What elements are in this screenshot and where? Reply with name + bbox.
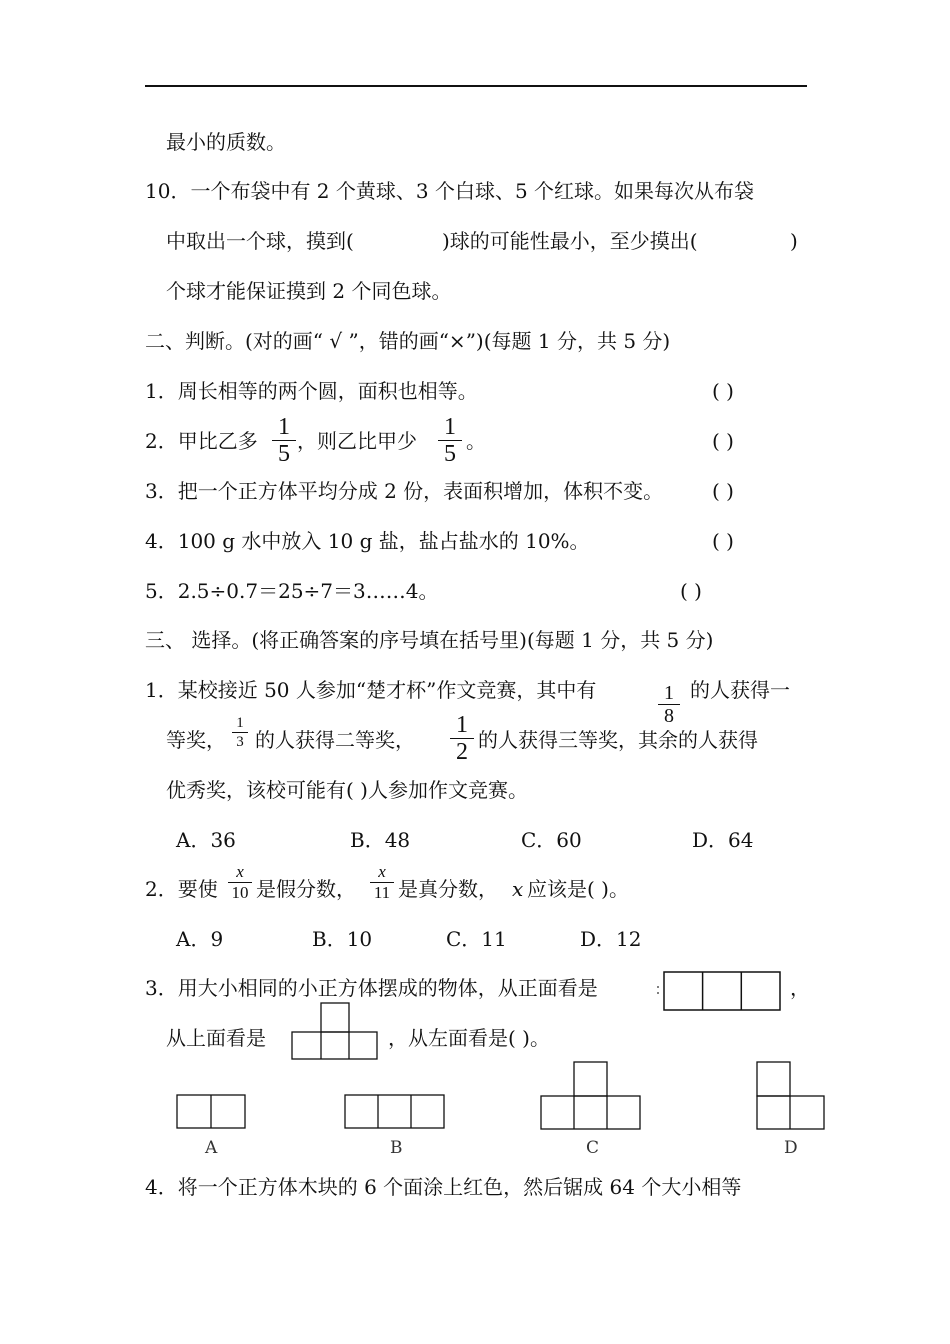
top-view-figure [288, 1000, 380, 1062]
choice-2-option-d[interactable]: D．12 [580, 927, 642, 951]
choice-1-line2c: 的人获得三等奖，其余的人获得 [478, 728, 758, 752]
option-c-label: C [586, 1138, 600, 1158]
fraction-numerator: x [236, 862, 244, 881]
choice-1-line1b: 的人获得一 [690, 678, 790, 702]
choice-1-line3: 优秀奖，该校可能有( )人参加作文竞赛。 [166, 778, 528, 802]
choice-1-line1a: 1．某校接近 50 人参加“楚才杯”作文竞赛，其中有 [145, 678, 597, 702]
choice-1-option-a[interactable]: A．36 [176, 828, 236, 852]
judge-5-paren[interactable]: ( ) [680, 579, 702, 603]
fraction-denominator: 11 [373, 883, 391, 902]
choice-2-text-d: 应该是( )。 [527, 877, 629, 901]
fraction-denominator: 2 [456, 739, 468, 765]
section3-heading: 三、 选择。(将正确答案的序号填在括号里)(每题 1 分，共 5 分) [145, 628, 714, 652]
choice-1-line2b: 的人获得二等奖， [255, 728, 415, 752]
q10-line3: 个球才能保证摸到 2 个同色球。 [166, 279, 452, 303]
choice-1-fraction-b [232, 714, 248, 751]
q10-line1: 10．一个布袋中有 2 个黄球、3 个白球、5 个红球。如果每次从布袋 [145, 179, 755, 203]
choice-3-line2b: ，从左面看是( )。 [388, 1026, 550, 1050]
choice-2-text-a: 2．要使 [145, 877, 218, 901]
option-d-label: D [784, 1138, 798, 1158]
choice-2-variable: x [512, 877, 524, 901]
judge-2-fraction-2 [438, 414, 462, 467]
fraction-denominator: 10 [231, 883, 249, 902]
option-d-figure[interactable] [755, 1060, 827, 1132]
q10-line2a: 中取出一个球，摸到( [166, 229, 354, 253]
fraction-denominator: 5 [444, 441, 456, 467]
choice-3-line2a: 从上面看是 [166, 1026, 266, 1050]
q10-line2b: )球的可能性最小，至少摸出( [442, 229, 698, 253]
fraction-numerator: 1 [236, 715, 244, 731]
q10-line2c: ) [790, 229, 798, 253]
fraction-numerator: 1 [444, 414, 456, 440]
continuation-text: 最小的质数。 [166, 130, 286, 154]
fraction-numerator: x [378, 862, 386, 881]
fraction-numerator: 1 [664, 682, 674, 704]
judge-3-text: 3．把一个正方体平均分成 2 份，表面积增加，体积不变。 [145, 479, 664, 503]
choice-1-option-d[interactable]: D．64 [692, 828, 754, 852]
choice-2-option-c[interactable]: C．11 [446, 927, 507, 951]
header-rule [145, 85, 807, 87]
choice-2-fraction-b [370, 862, 394, 903]
judge-1-text: 1．周长相等的两个圆，面积也相等。 [145, 379, 478, 403]
choice-1-fraction-c [450, 712, 474, 765]
fraction-denominator: 8 [664, 705, 674, 727]
fraction-denominator: 5 [278, 441, 290, 467]
choice-1-fraction-a [658, 682, 680, 727]
judge-4-text: 4．100 g 水中放入 10 g 盐，盐占盐水的 10%。 [145, 529, 590, 553]
option-a-figure[interactable] [175, 1093, 247, 1131]
choice-2-option-b[interactable]: B．10 [312, 927, 373, 951]
choice-2-fraction-a [228, 862, 252, 903]
option-c-figure[interactable] [539, 1060, 643, 1132]
choice-3-line1b: ， [790, 976, 810, 1000]
front-view-figure [654, 970, 784, 1012]
judge-3-paren[interactable]: ( ) [712, 479, 734, 503]
choice-3-line1a: 3．用大小相同的小正方体摆成的物体，从正面看是 [145, 976, 598, 1000]
judge-2-text-c: 。 [466, 429, 486, 453]
choice-2-option-a[interactable]: A．9 [176, 927, 224, 951]
judge-2-fraction-1 [272, 414, 296, 467]
judge-5-text: 5．2.5÷0.7＝25÷7＝3……4。 [145, 579, 439, 603]
choice-4-line1: 4．将一个正方体木块的 6 个面涂上红色，然后锯成 64 个大小相等 [145, 1175, 742, 1199]
choice-2-text-c: 是真分数， [398, 877, 498, 901]
judge-2-text-a: 2．甲比乙多 [145, 429, 258, 453]
choice-1-line2a: 等奖， [166, 728, 226, 752]
option-b-figure[interactable] [343, 1093, 447, 1131]
fraction-denominator: 3 [236, 734, 244, 750]
choice-1-option-c[interactable]: C．60 [521, 828, 582, 852]
choice-1-option-b[interactable]: B．48 [350, 828, 411, 852]
judge-4-paren[interactable]: ( ) [712, 529, 734, 553]
judge-2-paren[interactable]: ( ) [712, 429, 734, 453]
judge-1-paren[interactable]: ( ) [712, 379, 734, 403]
section2-heading: 二、判断。(对的画“ √ ”，错的画“×”)(每题 1 分，共 5 分) [145, 329, 671, 353]
option-b-label: B [390, 1138, 403, 1158]
option-a-label: A [205, 1138, 218, 1158]
judge-2-text-b: ，则乙比甲少 [297, 429, 417, 453]
fraction-numerator: 1 [278, 414, 290, 440]
fraction-numerator: 1 [456, 712, 468, 738]
choice-2-text-b: 是假分数， [256, 877, 356, 901]
